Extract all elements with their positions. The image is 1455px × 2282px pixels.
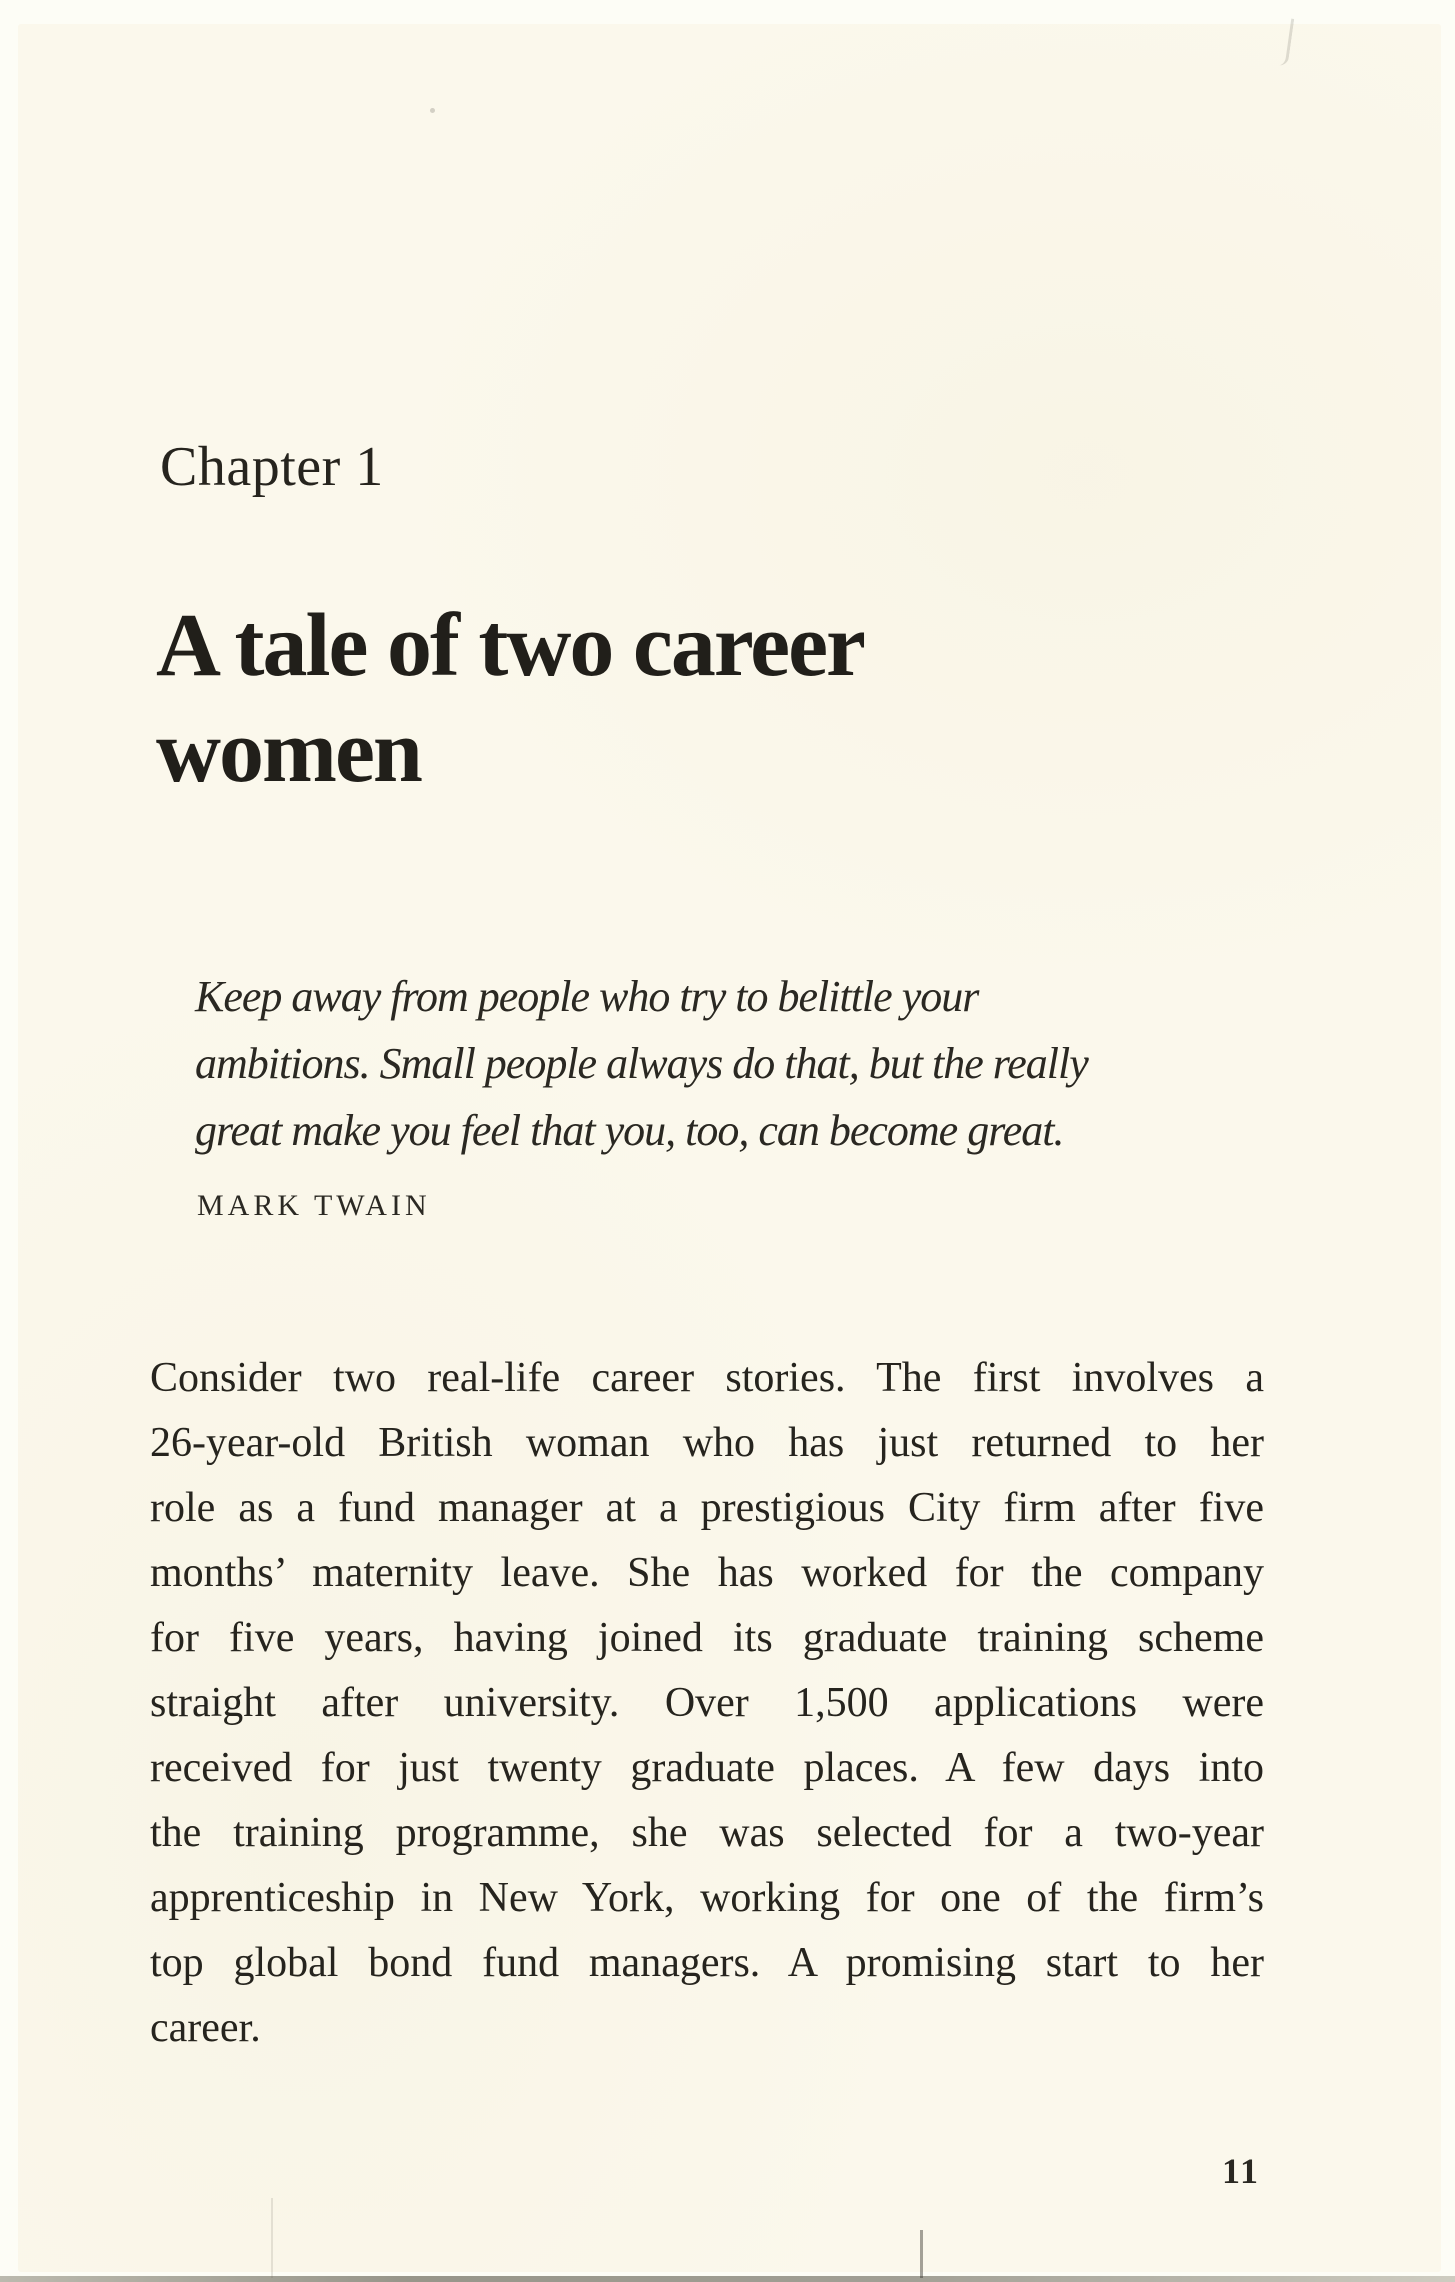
body-line: top global bond fund managers. A promising start to her <box>150 1940 1264 1986</box>
epigraph-line: ambitions. Small people always do that, but the really <box>195 1039 1088 1088</box>
body-line: 26-year-old British woman who has just returned to her <box>150 1420 1264 1466</box>
body-line: for five years, having joined its graduate training scheme <box>150 1615 1264 1661</box>
chapter-label: Chapter 1 <box>160 436 384 498</box>
body-line: career. <box>150 2005 261 2051</box>
scan-speck-artifact <box>430 108 435 113</box>
epigraph <box>195 963 1088 1164</box>
body-line: straight after university. Over 1,500 applications were <box>150 1680 1264 1726</box>
chapter-title-line: A tale of two career <box>156 596 864 695</box>
body-line: the training programme, she was selected for a two-year <box>150 1810 1264 1856</box>
scan-bottom-edge-artifact <box>0 2276 1455 2282</box>
epigraph-line: Keep away from people who try to belittle your <box>195 972 979 1021</box>
body-line: apprenticeship in New York, working for one of the firm’s <box>150 1875 1264 1921</box>
epigraph-attribution: MARK TWAIN <box>197 1189 431 1222</box>
body-line: months’ maternity leave. She has worked for the company <box>150 1550 1264 1596</box>
body-paragraph <box>150 1346 1264 2061</box>
chapter-title <box>156 593 864 805</box>
body-line: Consider two real-life career stories. The first involves a <box>150 1355 1264 1401</box>
epigraph-line: great make you feel that you, too, can become great. <box>195 1106 1064 1155</box>
chapter-title-line: women <box>156 702 421 801</box>
scan-crease-artifact <box>271 2198 273 2278</box>
body-line: role as a fund manager at a prestigious City firm after five <box>150 1485 1264 1531</box>
page-number: 11 <box>1222 2151 1261 2191</box>
scan-crease-artifact <box>920 2230 923 2278</box>
body-line: received for just twenty graduate places. A few days into <box>150 1745 1264 1791</box>
